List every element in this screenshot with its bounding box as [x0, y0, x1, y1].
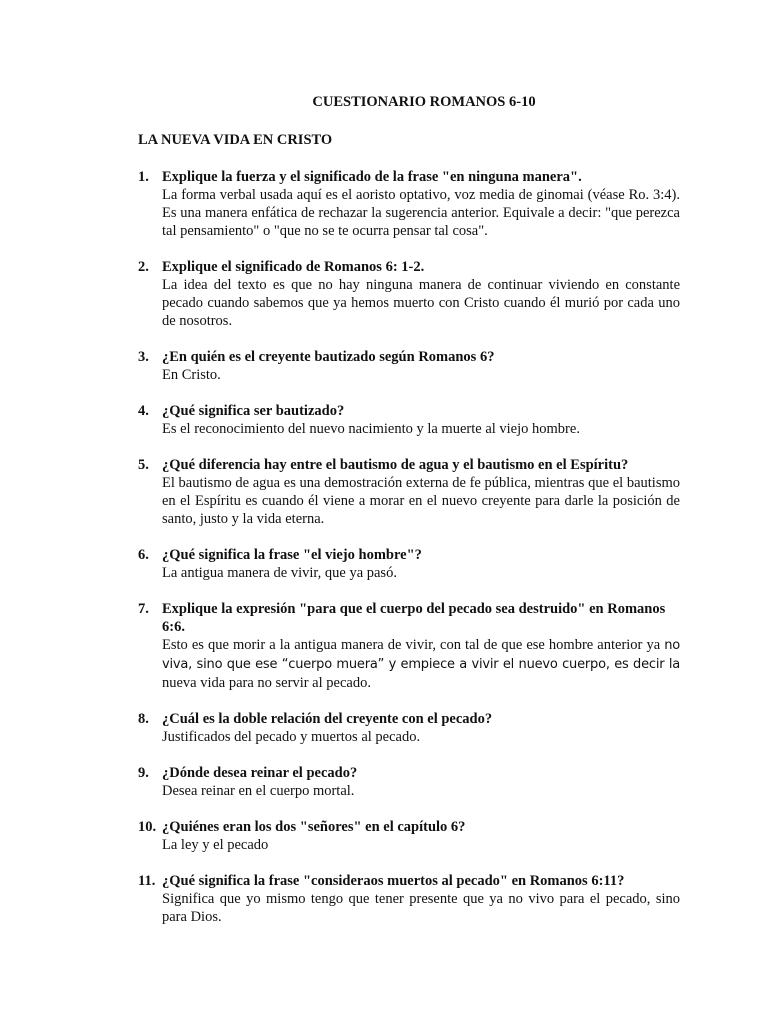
- answer-text-part: nueva vida para no servir al pecado.: [162, 675, 371, 691]
- answer-text: La ley y el pecado: [162, 837, 269, 853]
- question-number: 9.: [138, 765, 149, 781]
- question-text: Explique la fuerza y el significado de la frase "en ninguna manera".: [162, 169, 582, 185]
- answer-text-part: no viva, sino que ese “cuerpo muera” y empiece a vivir el nuevo cuerpo, es decir la: [162, 638, 680, 672]
- question-body: [162, 818, 680, 854]
- question-item-10: [138, 818, 680, 854]
- question-text: ¿Cuál es la doble relación del creyente con el pecado?: [162, 711, 493, 727]
- question-text: ¿Qué significa ser bautizado?: [162, 403, 345, 419]
- question-number: 2.: [138, 259, 149, 275]
- answer-text: La forma verbal usada aquí es el aoristo optativo, voz media de ginomai (véase Ro. 3:4). Es una manera enfática de rechazar la sugerencia anterior. Equivale a decir: "que perezca tal pensamiento" o "que no se te ocurra pensar tal cosa".: [162, 187, 680, 239]
- question-item-1: [138, 168, 680, 240]
- question-body: [162, 348, 680, 384]
- answer-text: La idea del texto es que no hay ninguna manera de continuar viviendo en constante pecado cuando sabemos que ya hemos muerto con Cristo cuando él murió por cada uno de nosotros.: [162, 277, 680, 329]
- answer-text: Es el reconocimiento del nuevo nacimiento y la muerte al viejo hombre.: [162, 421, 580, 437]
- question-body: [162, 546, 680, 582]
- question-body: [162, 258, 680, 330]
- question-item-4: [138, 402, 680, 438]
- question-item-7: [138, 600, 680, 692]
- document-title: CUESTIONARIO ROMANOS 6-10: [312, 94, 536, 110]
- answer-text: Justificados del pecado y muertos al pecado.: [162, 729, 421, 745]
- question-number: 11.: [138, 873, 156, 889]
- question-text: ¿Quiénes eran los dos "señores" en el capítulo 6?: [162, 819, 466, 835]
- question-number: 3.: [138, 349, 149, 365]
- answer-text-part: Esto es que morir a la antigua manera de vivir, con tal de que ese hombre anterior ya: [162, 637, 665, 653]
- question-body: [162, 456, 680, 528]
- answer-text: El bautismo de agua es una demostración externa de fe pública, mientras que el bautismo en el Espíritu es cuando él viene a morar en el nuevo creyente para darle la posición de santo, justo y la vida eterna.: [162, 475, 680, 527]
- question-body: [162, 402, 680, 438]
- question-text: Explique el significado de Romanos 6: 1-2.: [162, 259, 425, 275]
- question-number: 10.: [138, 819, 157, 835]
- question-text: Explique la expresión "para que el cuerpo del pecado sea destruido" en Romanos 6:6.: [162, 601, 666, 635]
- question-item-3: [138, 348, 680, 384]
- question-text: ¿En quién es el creyente bautizado según Romanos 6?: [162, 349, 495, 365]
- section-title: LA NUEVA VIDA EN CRISTO: [138, 132, 333, 148]
- question-text: ¿Dónde desea reinar el pecado?: [162, 765, 358, 781]
- question-text: ¿Qué diferencia hay entre el bautismo de agua y el bautismo en el Espíritu?: [162, 457, 629, 473]
- question-list: [138, 168, 680, 926]
- question-item-9: [138, 764, 680, 800]
- question-number: 7.: [138, 601, 149, 617]
- question-body: [162, 872, 680, 926]
- question-body: [162, 764, 680, 800]
- answer-text: [162, 636, 680, 692]
- question-body: [162, 710, 680, 746]
- question-item-8: [138, 710, 680, 746]
- question-body: [162, 600, 680, 692]
- question-number: 8.: [138, 711, 149, 727]
- question-text: ¿Qué significa la frase "el viejo hombre"?: [162, 547, 422, 563]
- question-body: [162, 168, 680, 240]
- question-text: ¿Qué significa la frase "consideraos muertos al pecado" en Romanos 6:11?: [162, 873, 625, 889]
- question-item-5: [138, 456, 680, 528]
- answer-text: Desea reinar en el cuerpo mortal.: [162, 783, 355, 799]
- answer-text: Significa que yo mismo tengo que tener presente que ya no vivo para el pecado, sino para Dios.: [162, 891, 680, 925]
- answer-text: En Cristo.: [162, 367, 221, 383]
- question-number: 1.: [138, 169, 149, 185]
- answer-text: La antigua manera de vivir, que ya pasó.: [162, 565, 397, 581]
- question-item-11: [138, 872, 680, 926]
- question-number: 5.: [138, 457, 149, 473]
- question-number: 4.: [138, 403, 149, 419]
- question-number: 6.: [138, 547, 149, 563]
- question-item-2: [138, 258, 680, 330]
- question-item-6: [138, 546, 680, 582]
